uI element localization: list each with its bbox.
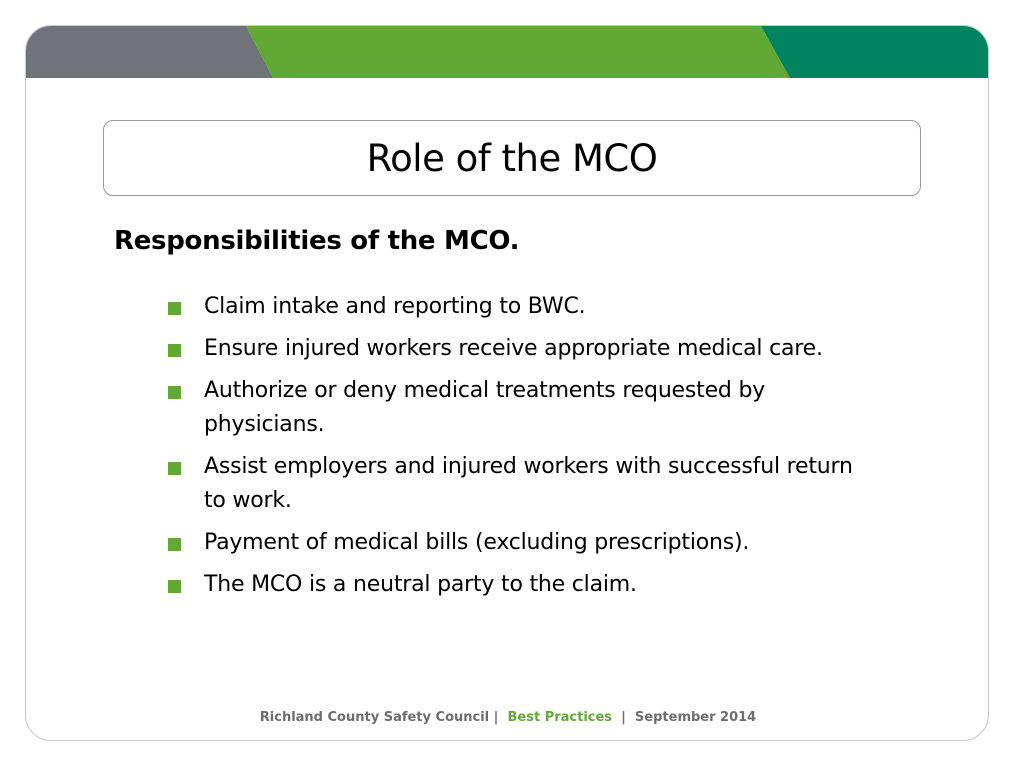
footer-date: September 2014	[634, 710, 757, 725]
header-color-band	[26, 26, 989, 78]
bullet-text: Ensure injured workers receive appropriate medical care.	[204, 336, 823, 361]
bullet-text: Assist employers and injured workers with successful return to work.	[204, 454, 853, 513]
footer-org: Richland County Safety Council	[259, 710, 490, 725]
title-box	[103, 120, 921, 196]
green-square-icon	[168, 344, 181, 357]
bullet-item	[166, 450, 866, 518]
bullet-item	[166, 290, 866, 324]
green-square-icon	[168, 580, 181, 593]
green-square-icon	[168, 302, 181, 315]
bullet-text: Authorize or deny medical treatments requested by physicians.	[204, 378, 766, 437]
footer	[26, 710, 989, 725]
green-square-icon	[168, 462, 181, 475]
band-gray-segment	[26, 26, 273, 78]
bullet-text: The MCO is a neutral party to the claim.	[204, 572, 637, 597]
bullet-item	[166, 332, 866, 366]
bullet-text: Payment of medical bills (excluding prescriptions).	[204, 530, 750, 555]
footer-separator: |	[621, 710, 626, 725]
footer-separator: |	[493, 710, 499, 725]
bullet-item	[166, 374, 866, 442]
bullet-text: Claim intake and reporting to BWC.	[204, 294, 586, 319]
slide-title: Role of the MCO	[366, 136, 658, 180]
bullet-item	[166, 526, 866, 560]
green-square-icon	[168, 386, 181, 399]
bullet-item	[166, 568, 866, 602]
slide	[25, 25, 989, 741]
section-heading: Responsibilities of the MCO.	[114, 226, 520, 256]
band-teal-segment	[761, 26, 989, 78]
bullet-list	[166, 290, 866, 610]
green-square-icon	[168, 538, 181, 551]
footer-program: Best Practices	[507, 710, 613, 725]
band-green-segment	[246, 26, 790, 78]
